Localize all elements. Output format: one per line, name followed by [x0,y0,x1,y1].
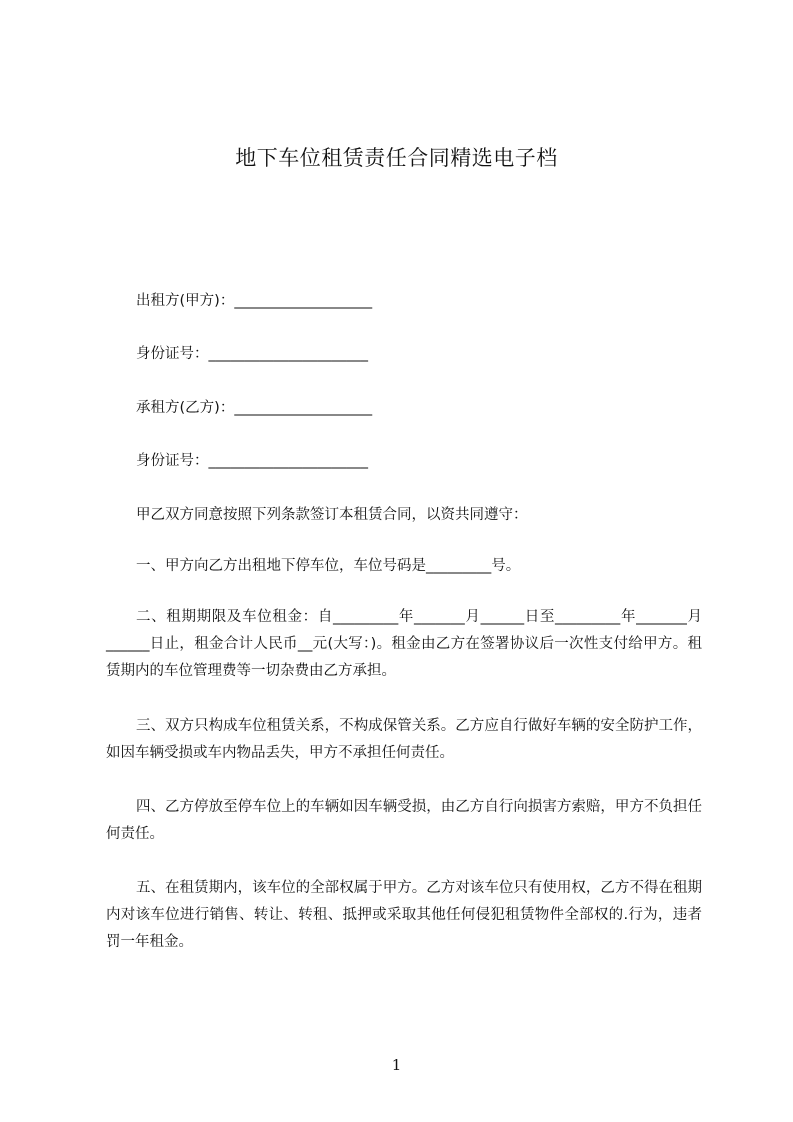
clause-4: 四、乙方停放至停车位上的车辆如因车辆受损，由乙方自行向损害方索赔，甲方不负担任何责任。 [106,799,702,842]
clause-1: 一、甲方向乙方出租地下停车位，车位号码是_________号。 [136,558,521,574]
lessor-id-field: 身份证号：______________________ [136,346,368,362]
lessor-field: 出租方(甲方)：___________________ [136,293,373,309]
page-number: 1 [391,1056,402,1074]
clause-2: 二、租期期限及车位租金：自_________年_______月______日至_________年_______月______日止，租金合计人民币__元(大写：)。租金由乙方在签署协议后一次性支付给甲方。租赁期内的车位管理费等一切杂费由乙方承担。 [106,609,702,679]
document-title: 地下车位租赁责任合同精选电子档 [235,146,558,170]
clause-3: 三、双方只构成车位租赁关系，不构成保管关系。乙方应自行做好车辆的安全防护工作，如因车辆受损或车内物品丢失，甲方不承担任何责任。 [106,718,702,761]
clause-5: 五、在租赁期内，该车位的全部权属于甲方。乙方对该车位只有使用权，乙方不得在租期内对该车位进行销售、转让、转租、抵押或采取其他任何侵犯租赁物件全部权的.行为，违者罚一年租金。 [106,880,702,950]
lessee-field: 承租方(乙方)：___________________ [136,400,373,416]
lessee-id-field: 身份证号：______________________ [136,453,368,469]
intro-text: 甲乙双方同意按照下列条款签订本租赁合同，以资共同遵守： [136,507,528,523]
